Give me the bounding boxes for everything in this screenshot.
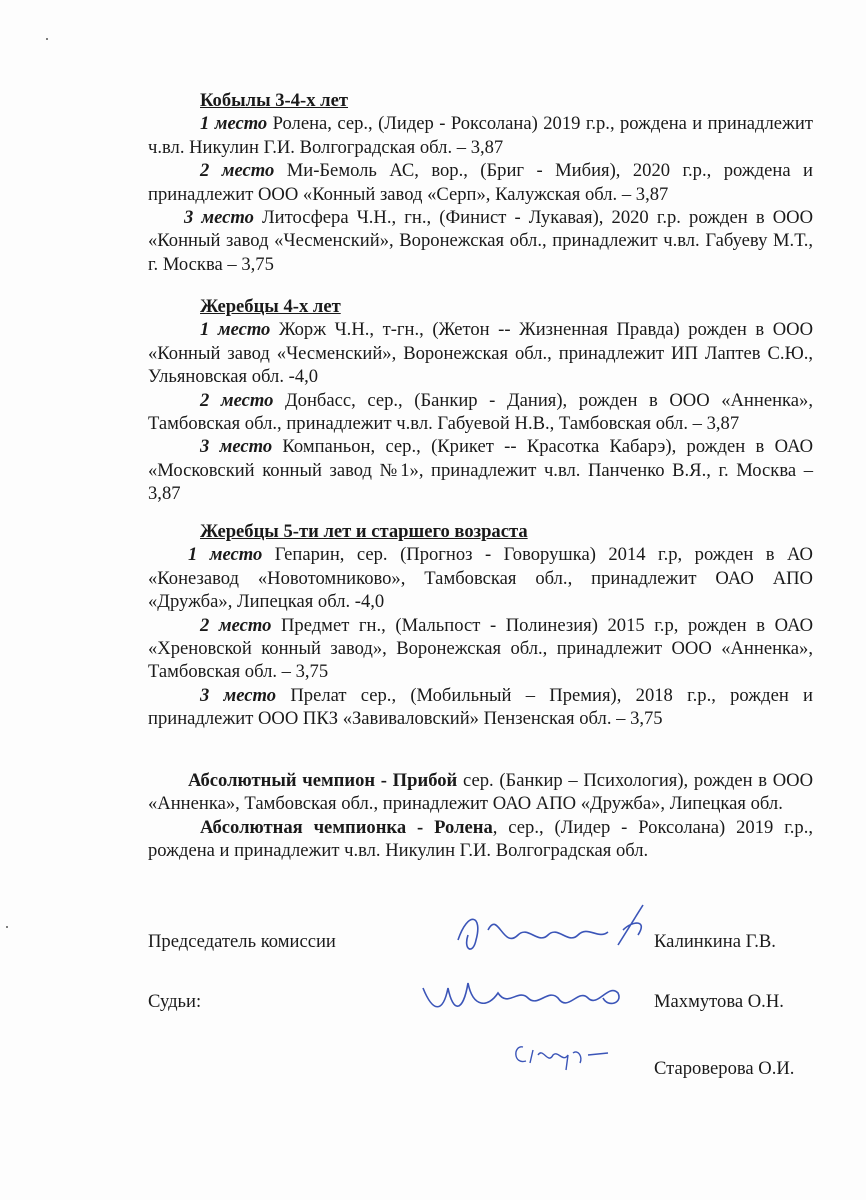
absolute-champion: Абсолютный чемпион - Прибой сер. (Банкир – Психология), рожден в ООО «Анненка», Тамбовская обл., принадлежит ОАО АПО «Дружба», Липецкая обл. [148, 770, 813, 815]
scan-speck [6, 926, 8, 928]
entry-place-1: 1 место Жорж Ч.Н., т-гн., (Жетон -- Жизненная Правда) рожден в ООО «Конный завод «Чесменский», Воронежская обл., принадлежит ИП Лаптев С.Ю., Ульяновская обл. -4,0 [148, 319, 813, 388]
signature-role: Судьи: [148, 991, 202, 1012]
signature-row-judge-1 [148, 990, 848, 1030]
signature-role: Председатель комиссии [148, 931, 336, 952]
signature-name: Калинкина Г.В. [654, 931, 776, 952]
entry-place-1: 1 место Ролена, сер., (Лидер - Роксолана) 2019 г.р., рождена и принадлежит ч.вл. Никулин Г.И. Волгоградская обл. – 3,87 [148, 113, 813, 158]
entry-place-3: 3 место Прелат сер., (Мобильный – Премия), 2018 г.р., рожден и принадлежит ООО ПКЗ «Завиваловский» Пензенская обл. – 3,75 [148, 684, 813, 730]
handwritten-signature [448, 900, 658, 970]
entry-place-3: 3 место Литосфера Ч.Н., гн., (Финист - Лукавая), 2020 г.р. рожден в ООО «Конный завод «Чесменский», Воронежская обл., принадлежит ч.вл. Габуеву М.Т., г. Москва – 3,75 [148, 207, 813, 275]
section-stallions-5-plus [148, 520, 813, 731]
signature-name: Махмутова О.Н. [654, 991, 784, 1012]
section-stallions-4 [148, 295, 813, 506]
entry-place-1: 1 место Гепарин, сер. (Прогноз - Говорушка) 2014 г.р, рожден в АО «Конезавод «Новотомниково», Тамбовская обл., принадлежит ОАО АПО «Дружба», Липецкая обл. -4,0 [148, 544, 813, 613]
section-mares-3-4 [148, 89, 813, 276]
entry-place-2: 2 место Донбасс, сер., (Банкир - Дания), рожден в ООО «Анненка», Тамбовская обл., принадлежит ч.вл. Габуевой Н.В., Тамбовская обл. – 3,87 [148, 389, 813, 435]
section-heading: Жеребцы 4-х лет [200, 296, 341, 317]
section-heading: Кобылы 3-4-х лет [200, 90, 349, 111]
signature-row-chair [148, 930, 848, 970]
entry-place-2: 2 место Предмет гн., (Мальпост - Полинезия) 2015 г.р, рожден в ОАО «Хреновской конный завод», Воронежская обл., принадлежит ООО «Анненка», Тамбовская обл. – 3,75 [148, 614, 813, 683]
section-heading: Жеребцы 5-ти лет и старшего возраста [200, 521, 528, 542]
entry-place-2: 2 место Ми-Бемоль АС, вор., (Бриг - Мибия), 2020 г.р., рождена и принадлежит ООО «Конный завод «Серп», Калужская обл. – 3,87 [148, 160, 813, 205]
handwritten-signature [418, 968, 638, 1028]
entry-place-3: 3 место Компаньон, сер., (Крикет -- Красотка Кабарэ), рожден в ОАО «Московский конный завод №1», принадлежит ч.вл. Панченко В.Я., г. Москва – 3,87 [148, 436, 813, 505]
absolute-champion-mare: Абсолютная чемпионка - Ролена, сер., (Лидер - Роксолана) 2019 г.р., рождена и принадлежит ч.вл. Никулин Г.И. Волгоградская обл. [148, 816, 813, 862]
scan-speck [46, 38, 48, 40]
signature-row-judge-2 [148, 1057, 848, 1097]
handwritten-signature [508, 1035, 618, 1075]
signature-name: Староверова О.И. [654, 1058, 795, 1079]
champions [148, 769, 813, 863]
